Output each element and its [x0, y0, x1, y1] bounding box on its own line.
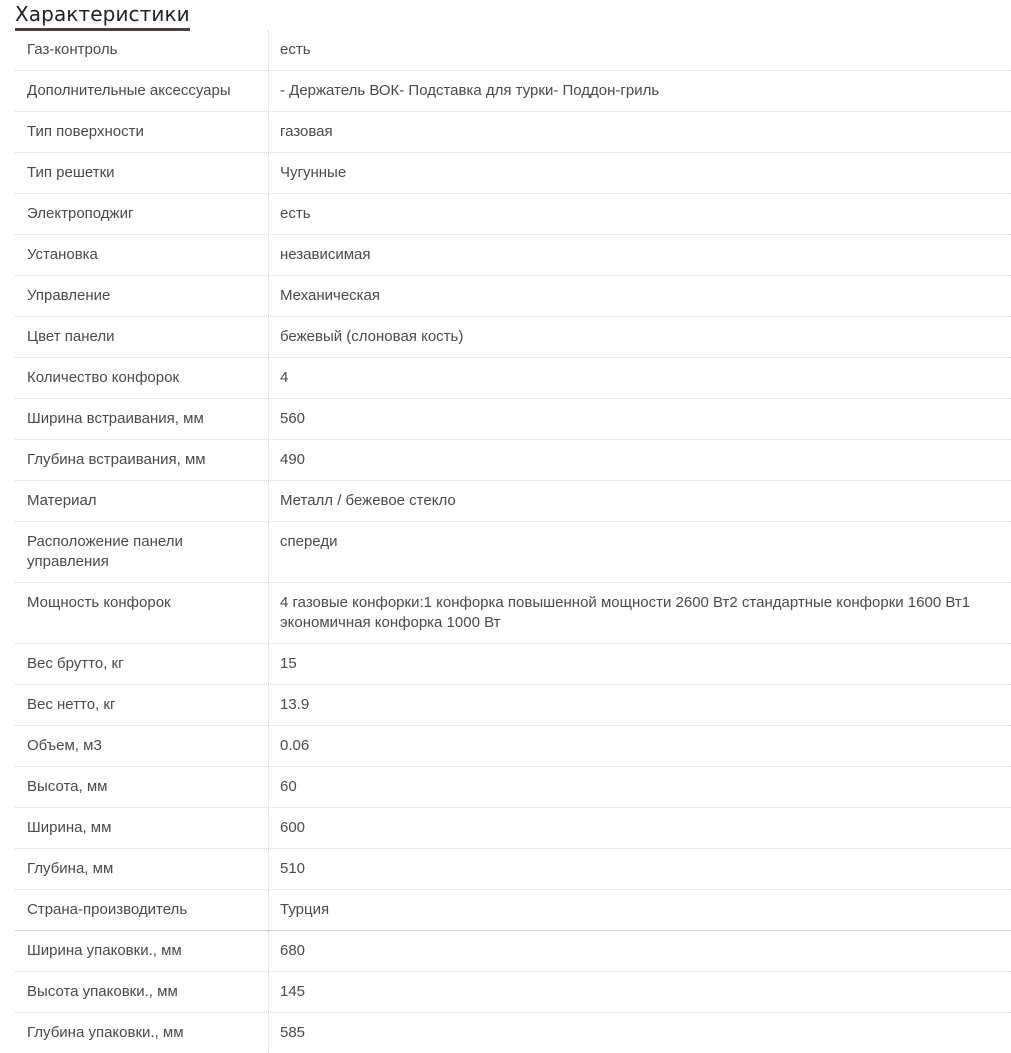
spec-name: Мощность конфорок [15, 583, 269, 643]
spec-value: бежевый (слоновая кость) [280, 328, 464, 345]
spec-name: Объем, м3 [15, 726, 269, 766]
spec-row [15, 399, 1011, 440]
spec-value: 60 [280, 778, 297, 795]
spec-row [15, 1013, 1011, 1053]
spec-value: спереди [280, 533, 338, 550]
spec-value: 560 [280, 410, 306, 427]
spec-name: Расположение панели управления [15, 522, 269, 582]
spec-value: 15 [280, 655, 297, 672]
spec-value: 510 [280, 860, 306, 877]
spec-row [15, 522, 1011, 583]
specs-table [15, 30, 1011, 1053]
spec-value: есть [280, 205, 311, 222]
spec-row [15, 972, 1011, 1013]
spec-name: Вес брутто, кг [15, 644, 269, 684]
spec-row [15, 194, 1011, 235]
spec-row [15, 440, 1011, 481]
spec-row [15, 112, 1011, 153]
spec-name: Глубина, мм [15, 849, 269, 889]
spec-value: 145 [280, 983, 306, 1000]
spec-value: 680 [280, 942, 306, 959]
spec-name: Управление [15, 276, 269, 316]
spec-row [15, 583, 1011, 644]
spec-row [15, 153, 1011, 194]
spec-name: Материал [15, 481, 269, 521]
spec-name: Количество конфорок [15, 358, 269, 398]
spec-name: Глубина встраивания, мм [15, 440, 269, 480]
spec-value: 0.06 [280, 737, 310, 754]
spec-value: независимая [280, 246, 371, 263]
spec-row [15, 358, 1011, 399]
spec-name: Ширина встраивания, мм [15, 399, 269, 439]
spec-name: Ширина упаковки., мм [15, 931, 269, 971]
spec-name: Установка [15, 235, 269, 275]
spec-row [15, 931, 1011, 972]
spec-row [15, 317, 1011, 358]
spec-value: 490 [280, 451, 306, 468]
spec-value: 600 [280, 819, 306, 836]
spec-value: 4 [280, 369, 289, 386]
spec-name: Газ-контроль [15, 30, 269, 70]
spec-row [15, 481, 1011, 522]
spec-row [15, 726, 1011, 767]
spec-row [15, 71, 1011, 112]
spec-name: Страна-производитель [15, 890, 269, 930]
spec-row [15, 849, 1011, 890]
spec-row [15, 890, 1011, 931]
spec-value: газовая [280, 123, 333, 140]
characteristics-heading: Характеристики [15, 1, 190, 31]
spec-name: Цвет панели [15, 317, 269, 357]
spec-name: Электроподжиг [15, 194, 269, 234]
spec-row [15, 808, 1011, 849]
spec-value: 585 [280, 1024, 306, 1041]
spec-value: Механическая [280, 287, 381, 304]
spec-name: Тип решетки [15, 153, 269, 193]
spec-value: - Держатель ВОК- Подставка для турки- Поддон-гриль [280, 82, 660, 99]
spec-row [15, 235, 1011, 276]
spec-row [15, 685, 1011, 726]
spec-value: Турция [280, 901, 330, 918]
spec-value: 13.9 [280, 696, 310, 713]
spec-value: 4 газовые конфорки:1 конфорка повышенной мощности 2600 Вт2 стандартные конфорки 1600 Вт1 экономичная конфорка 1000 Вт [280, 594, 971, 631]
spec-name: Ширина, мм [15, 808, 269, 848]
spec-name: Высота упаковки., мм [15, 972, 269, 1012]
spec-name: Дополнительные аксессуары [15, 71, 269, 111]
spec-name: Вес нетто, кг [15, 685, 269, 725]
spec-name: Глубина упаковки., мм [15, 1013, 269, 1053]
spec-value: Чугунные [280, 164, 347, 181]
spec-name: Тип поверхности [15, 112, 269, 152]
spec-value: есть [280, 41, 311, 58]
spec-row [15, 767, 1011, 808]
spec-name: Высота, мм [15, 767, 269, 807]
spec-row [15, 276, 1011, 317]
spec-row [15, 30, 1011, 71]
spec-row [15, 644, 1011, 685]
spec-value: Металл / бежевое стекло [280, 492, 456, 509]
